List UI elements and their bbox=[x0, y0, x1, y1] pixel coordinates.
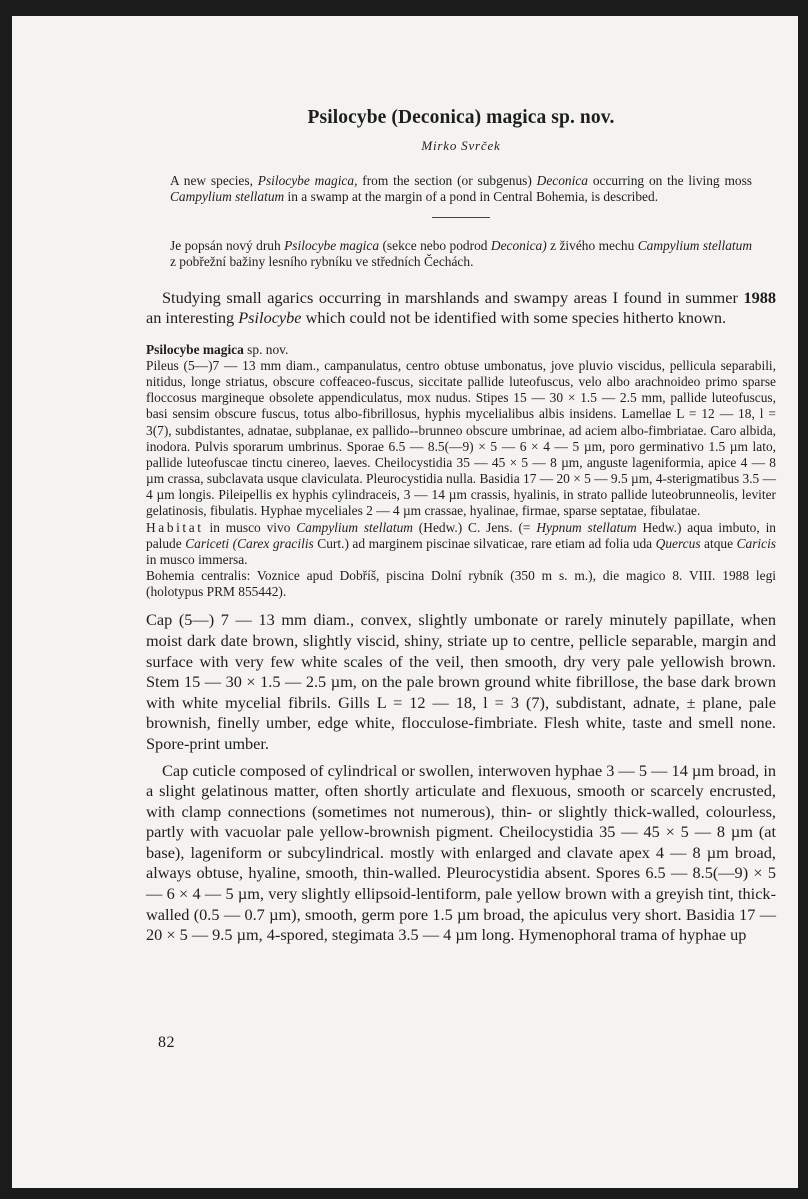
species-name: Psilocybe magica, bbox=[257, 173, 358, 188]
intro-text: which could not be identified with some species hitherto known. bbox=[301, 308, 727, 327]
latin-description: Pileus (5—)7 — 13 mm diam., campanulatus, centro obtuse umbonatus, jove pluvio viscidus, pellicula separabili, nitidus, longe striatus, obscure coffeaceo-fuscus, siccitate pallide luteofuscus, velo albo arachnoideo primo sparse floccosus margineque obsolete appendiculatus, mox nudus. Stipes 15 — 30 × 1.5 — 2.5 mm, pallide luteofuscus, basi sensim obscure fuscus, totus albo-fibrillosus, hyphis mycelialibus albis insidens. Lamellae L = 12 — 18, l = 3(7), subdistantes, adnatae, subplanae, ex pallido--brunneo obscure umbrinae, ad aciem albo-fimbriatae. Caro albida, inodora. Pulvis sporarum umbrinus. Sporae 6.5 — 8.5(—9) × 5 — 6 × 4 — 5 µm, poro germinativo 1.5 µm lato, pallide luteofuscae tinctu cinereo, laeves. Cheilocystidia 35 — 45 × 5 — 8 µm, anguste lageniformia, apice 4 — 8 µm crassa, subclavata usque claviculata. Pleurocystidia nulla. Basidia 17 — 20 × 5 — 9.5 µm, 4-sterigmatibus 3.5 — 4 µm longis. Pileipellis ex hyphis cylindraceis, 3 — 14 µm crassis, hyalinis, in strato pallide luteobrunneolis, leviter gelatinosis, fibulatis. Hyphae myceliales 2 — 4 µm crassae, hyalinae, firmae, sparse septatae, fibulatae. bbox=[146, 358, 776, 519]
sedge-genus: Caricis bbox=[736, 535, 777, 551]
habitat-text: Hedw.) aqua imbuto, in palude bbox=[146, 519, 776, 551]
separator-rule bbox=[432, 217, 490, 218]
diagnosis-rank: sp. nov. bbox=[243, 342, 289, 357]
article-title: Psilocybe (Deconica) magica sp. nov. bbox=[307, 107, 615, 128]
abstract-en-text: from the section (or subgenus) bbox=[357, 173, 537, 188]
habitat-text: in musco immersa. bbox=[146, 551, 248, 567]
habitat-text: in musco vivo bbox=[203, 519, 297, 535]
intro-text: an interesting bbox=[146, 308, 239, 327]
abstract-cz-text: z pobřežní bažiny lesního rybníku ve středních Čechách. bbox=[170, 254, 474, 269]
habitat-text: atque bbox=[700, 535, 737, 551]
latin-diagnosis bbox=[146, 358, 776, 600]
section-name: Deconica) bbox=[490, 238, 547, 253]
moss-name: Campylium stellatum bbox=[296, 519, 413, 535]
abstract-en-text: A new species, bbox=[170, 173, 258, 188]
abstract-english bbox=[170, 173, 752, 205]
habitat-text: (Hedw.) C. Jens. (= bbox=[412, 519, 537, 535]
author-name: Mirko Svrček bbox=[421, 138, 501, 153]
abstract-cz-text: z živého mechu bbox=[546, 238, 638, 253]
english-description bbox=[146, 610, 776, 946]
introduction-paragraph bbox=[146, 288, 776, 328]
habitat-label: Habitat bbox=[146, 519, 204, 535]
journal-page bbox=[12, 16, 798, 1188]
abstract-en-text: occurring on the living moss bbox=[587, 173, 752, 188]
abstract-czech bbox=[170, 238, 752, 270]
intro-year: 1988 bbox=[743, 288, 776, 307]
abstract-en-text: in a swamp at the margin of a pond in Central Bohemia, is described. bbox=[284, 189, 659, 204]
diagnosis-species: Psilocybe magica bbox=[146, 342, 244, 357]
abstract-cz-text: (sekce nebo podrod bbox=[379, 238, 491, 253]
body-paragraph: Cap cuticle composed of cylindrical or swollen, interwoven hyphae 3 — 5 — 14 µm broad, in a slight gelatinous matter, often shortly articulate and flexuous, smooth or scarcely encrusted, with clamp connections (sometimes not numerous), thin- or slightly thick-walled, colourless, partly with vacuolar pale yellow-brownish pigment. Cheilocystidia 35 — 45 × 5 — 8 µm (at base), lageniform or subcylindrical. mostly with enlarged and clavate apex 4 — 8 µm broad, always obtuse, hyaline, smooth, thin-walled. Pleurocystidia absent. Spores 6.5 — 8.5(—9) × 5 — 6 × 4 — 5 µm, very slightly ellipsoid-lentiform, pale yellow brown with a greyish tint, thick-walled (0.5 — 0.7 µm), smooth, germ pore 1.5 µm broad, the apiculus very short. Basidia 17 — 20 × 5 — 9.5 µm, 4-spored, stegimata 3.5 — 4 µm long. Hymenophoral trama of hyphae up bbox=[146, 760, 776, 945]
habitat-text: Curt.) ad marginem piscinae silvaticae, rare etiam ad folia uda bbox=[313, 535, 656, 551]
genus-name: Psilocybe bbox=[238, 308, 302, 327]
synonym-name: Hypnum stellatum bbox=[536, 519, 637, 535]
abstract-cz-text: Je popsán nový druh bbox=[170, 238, 285, 253]
oak-name: Quercus bbox=[655, 535, 701, 551]
body-paragraph: Cap (5—) 7 — 13 mm diam., convex, slightly umbonate or rarely minutely papillate, when moist dark date brown, slightly viscid, shiny, striate up to centre, pellicle separable, margin and surface with very few white scales of the veil, then smooth, dry very pale yellowish brown. Stem 15 — 30 × 1.5 — 2.5 µm, on the pale brown ground white fibrillose, the base dark brown with white mycelial fibrils. Gills L = 12 — 18, l = 3 (7), subdistant, adnate, ± plane, pale brownish, finelly umber, edge white, flocculose-fimbriate. Flesh white, taste and smell none. Spore-print umber. bbox=[146, 610, 776, 753]
page-number: 82 bbox=[158, 1034, 175, 1051]
moss-name: Campylium stellatum bbox=[170, 189, 285, 204]
article bbox=[146, 106, 776, 946]
moss-name: Campylium stellatum bbox=[637, 238, 752, 253]
latin-diagnosis-heading bbox=[146, 342, 776, 358]
sedge-name: Cariceti (Carex gracilis bbox=[185, 535, 314, 551]
latin-locality: Bohemia centralis: Voznice apud Dobříš, piscina Dolní rybník (350 m s. m.), die magico 8. VIII. 1988 legi (holotypus PRM 855442). bbox=[146, 568, 776, 600]
species-name: Psilocybe magica bbox=[284, 238, 380, 253]
section-name: Deconica bbox=[536, 173, 588, 188]
latin-habitat bbox=[146, 520, 776, 568]
intro-text: Studying small agarics occurring in marshlands and swampy areas I found in summer bbox=[162, 288, 744, 307]
